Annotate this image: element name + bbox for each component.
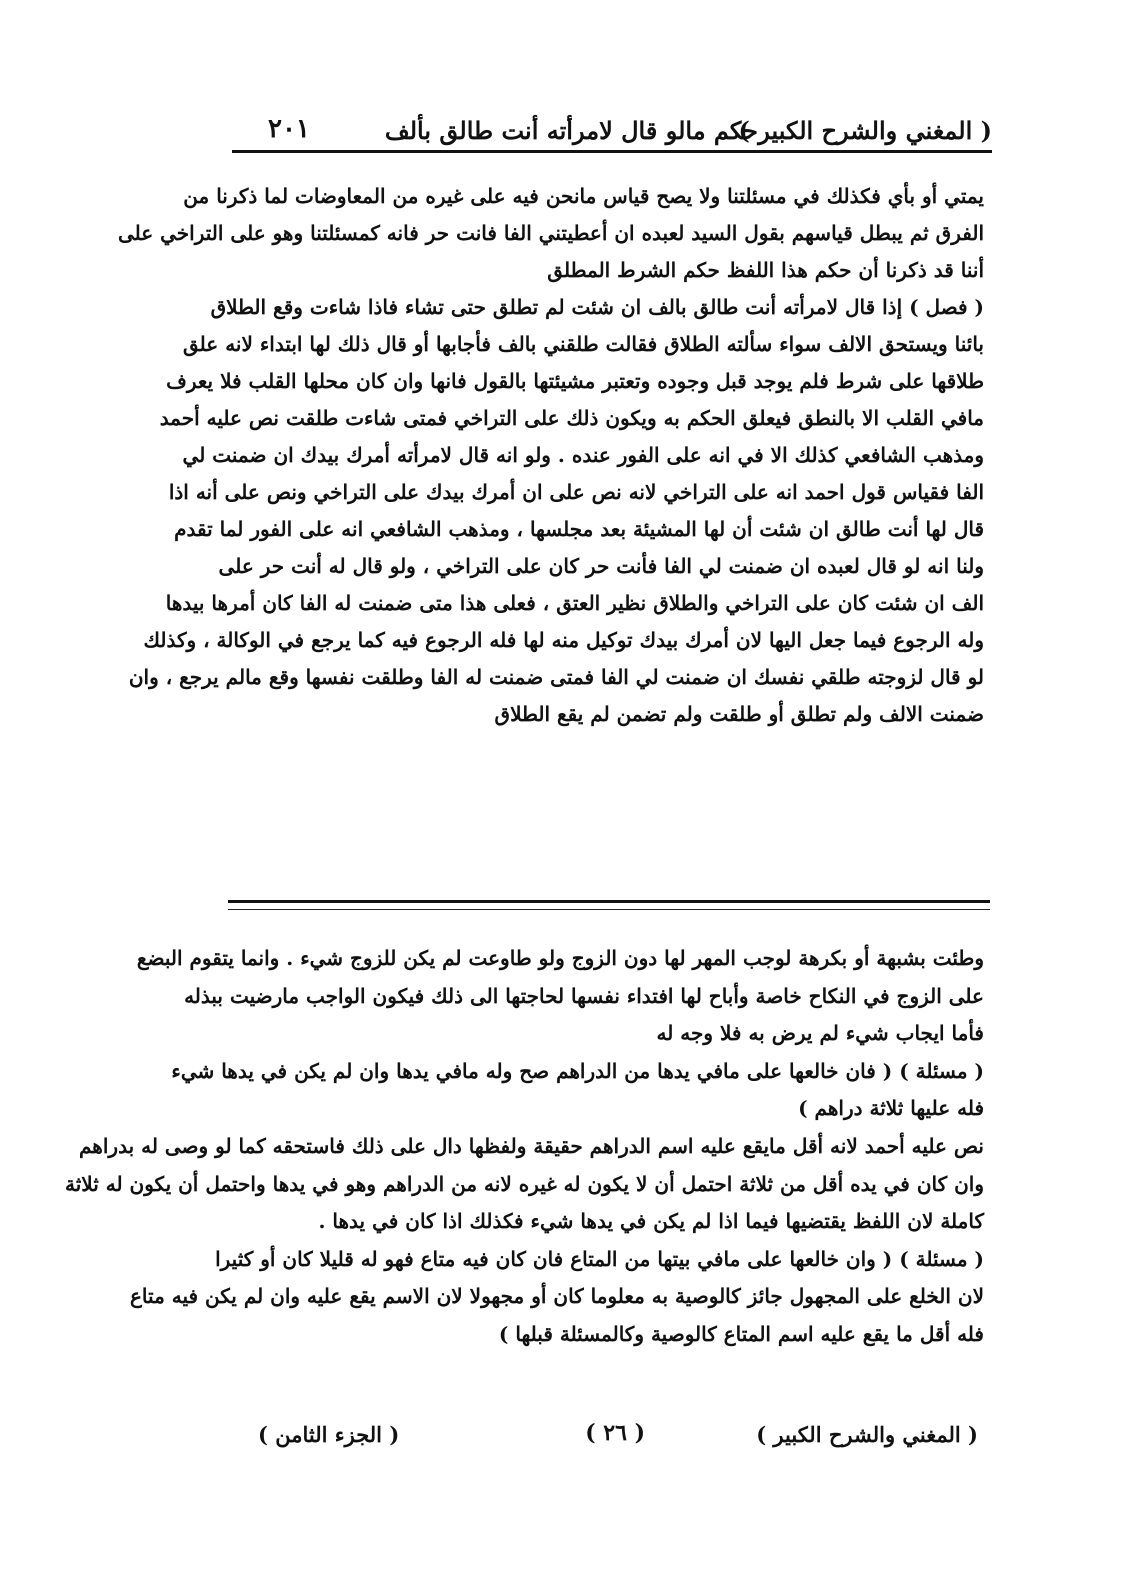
text-line: وله الرجوع فيما جعل اليها لان أمرك بيدك توكيل منه لها فله الرجوع فيه كما يرجع في الوكالة ، وكذلك	[143, 628, 984, 652]
text-line: قال لها أنت طالق ان شئت أن لها المشيئة بعد مجلسها ، ومذهب الشافعي انه على الفور لما تقدم	[174, 517, 984, 541]
text-line: بائنا ويستحق الالف سواء سألته الطلاق فقالت طلقني بالف فأجابها أو قال ذلك لها ابتداء لانه علق	[183, 332, 984, 356]
footer-sheet-number: ( ٢٦ )	[585, 1420, 645, 1446]
text-line: وان كان في يده أقل من ثلاثة احتمل أن لا يكون له غيره لانه من الدراهم وهو في يدها واحتمل أن يكون له ثلاثة	[64, 1171, 984, 1196]
text-line: فله عليها ثلاثة دراهم )	[798, 1096, 984, 1121]
section-separator-thin	[228, 909, 990, 910]
text-line: لو قال لزوجته طلقي نفسك ان ضمنت لي الفا فمتى ضمنت له الفا وطلقت نفسها وقع مالم يرجع ، وان	[128, 665, 984, 689]
text-line: ومذهب الشافعي كذلك الا في انه على الفور عنده . ولو انه قال لامرأته أمرك بيدك ان ضمنت لي	[182, 443, 984, 467]
text-line: ( مسئلة ) ( فان خالعها على مافي يدها من الدراهم صح وله مافي يدها وان لم يكن في يدها شيء	[171, 1058, 984, 1083]
text-line: ( فصل ) إذا قال لامرأته أنت طالق بالف ان شئت لم تطلق حتى تشاء فاذا شاءت وقع الطلاق	[210, 295, 984, 319]
text-line: مافي القلب الا بالنطق فيعلق الحكم به ويكون ذلك على التراخي فمتى شاءت طلقت نص عليه أحمد	[159, 406, 984, 430]
text-line: نص عليه أحمد لانه أقل مايقع عليه اسم الدراهم حقيقة ولفظها دال على ذلك فاستحقه كما لو وصى له بدراهم	[79, 1133, 984, 1158]
main-text	[117, 178, 984, 733]
footer-book-title: ( المغني والشرح الكبير )	[756, 1422, 978, 1447]
text-line: الفرق ثم يبطل قياسهم بقول السيد لعبده ان أعطيتني الفا فانت حر فانه كمسئلتنا وهو على التراخي على	[117, 221, 984, 245]
text-line: ( مسئلة ) ( وان خالعها على مافي بيتها من المتاع فان كان فيه متاع فهو له قليلا كان أو كثيرا	[215, 1246, 984, 1271]
commentary-text	[64, 940, 984, 1354]
text-line: وطئت بشبهة أو بكرهة لوجب المهر لها دون الزوج ولو طاوعت لم يكن للزوج شيء . وانما يتقوم البضع	[136, 946, 984, 970]
running-title: ( المغني والشرح الكبير )	[738, 116, 992, 145]
text-line: طلاقها على شرط فلم يوجد قبل وجوده وتعتبر مشيئتها بالقول فانها وان كان محلها القلب فلا يعرف	[166, 369, 984, 393]
page-header	[232, 112, 992, 152]
footer-volume: ( الجزء الثامن )	[258, 1422, 400, 1447]
text-line: كاملة لان اللفظ يقتضيها فيما اذا لم يكن في يدها شيء فكذلك اذا كان في يدها .	[318, 1209, 984, 1234]
section-separator	[228, 900, 990, 903]
text-line: الف ان شئت كان على التراخي والطلاق نظير العتق ، فعلى هذا متى ضمنت له الفا كان أمرها بيدها	[165, 591, 984, 615]
text-line: يمتي أو بأي فكذلك في مسئلتنا ولا يصح قياس مانحن فيه على غيره من المعاوضات لما ذكرنا من	[183, 184, 984, 208]
section-heading: حكم مالو قال لامرأته أنت طالق بألف	[384, 116, 758, 145]
text-line: على الزوج في النكاح خاصة وأباح لها افتداء نفسها لحاجتها الى ذلك فيكون الواجب مارضيت ببذله	[184, 983, 984, 1008]
text-line: ضمنت الالف ولم تطلق أو طلقت ولم تضمن لم يقع الطلاق	[494, 702, 984, 726]
page-number: ٢٠١	[268, 114, 310, 144]
header-rule	[232, 150, 992, 153]
page-footer	[228, 1418, 990, 1458]
text-line: الفا فقياس قول احمد انه على التراخي لانه نص على ان أمرك بيدك على التراخي ونص على أنه اذا	[168, 480, 984, 504]
text-line: فله أقل ما يقع عليه اسم المتاع كالوصية وكالمسئلة قبلها )	[498, 1321, 984, 1346]
text-line: فأما ايجاب شيء لم يرض به فلا وجه له	[656, 1021, 984, 1046]
text-line: ولنا انه لو قال لعبده ان ضمنت لي الفا فأنت حر كان على التراخي ، ولو قال له أنت حر على	[218, 554, 984, 578]
text-line: أننا قد ذكرنا أن حكم هذا اللفظ حكم الشرط المطلق	[547, 258, 984, 282]
text-line: لان الخلع على المجهول جائز كالوصية به معلوما كان أو مجهولا لان الاسم يقع عليه وان لم يكن فيه متاع	[130, 1284, 984, 1309]
